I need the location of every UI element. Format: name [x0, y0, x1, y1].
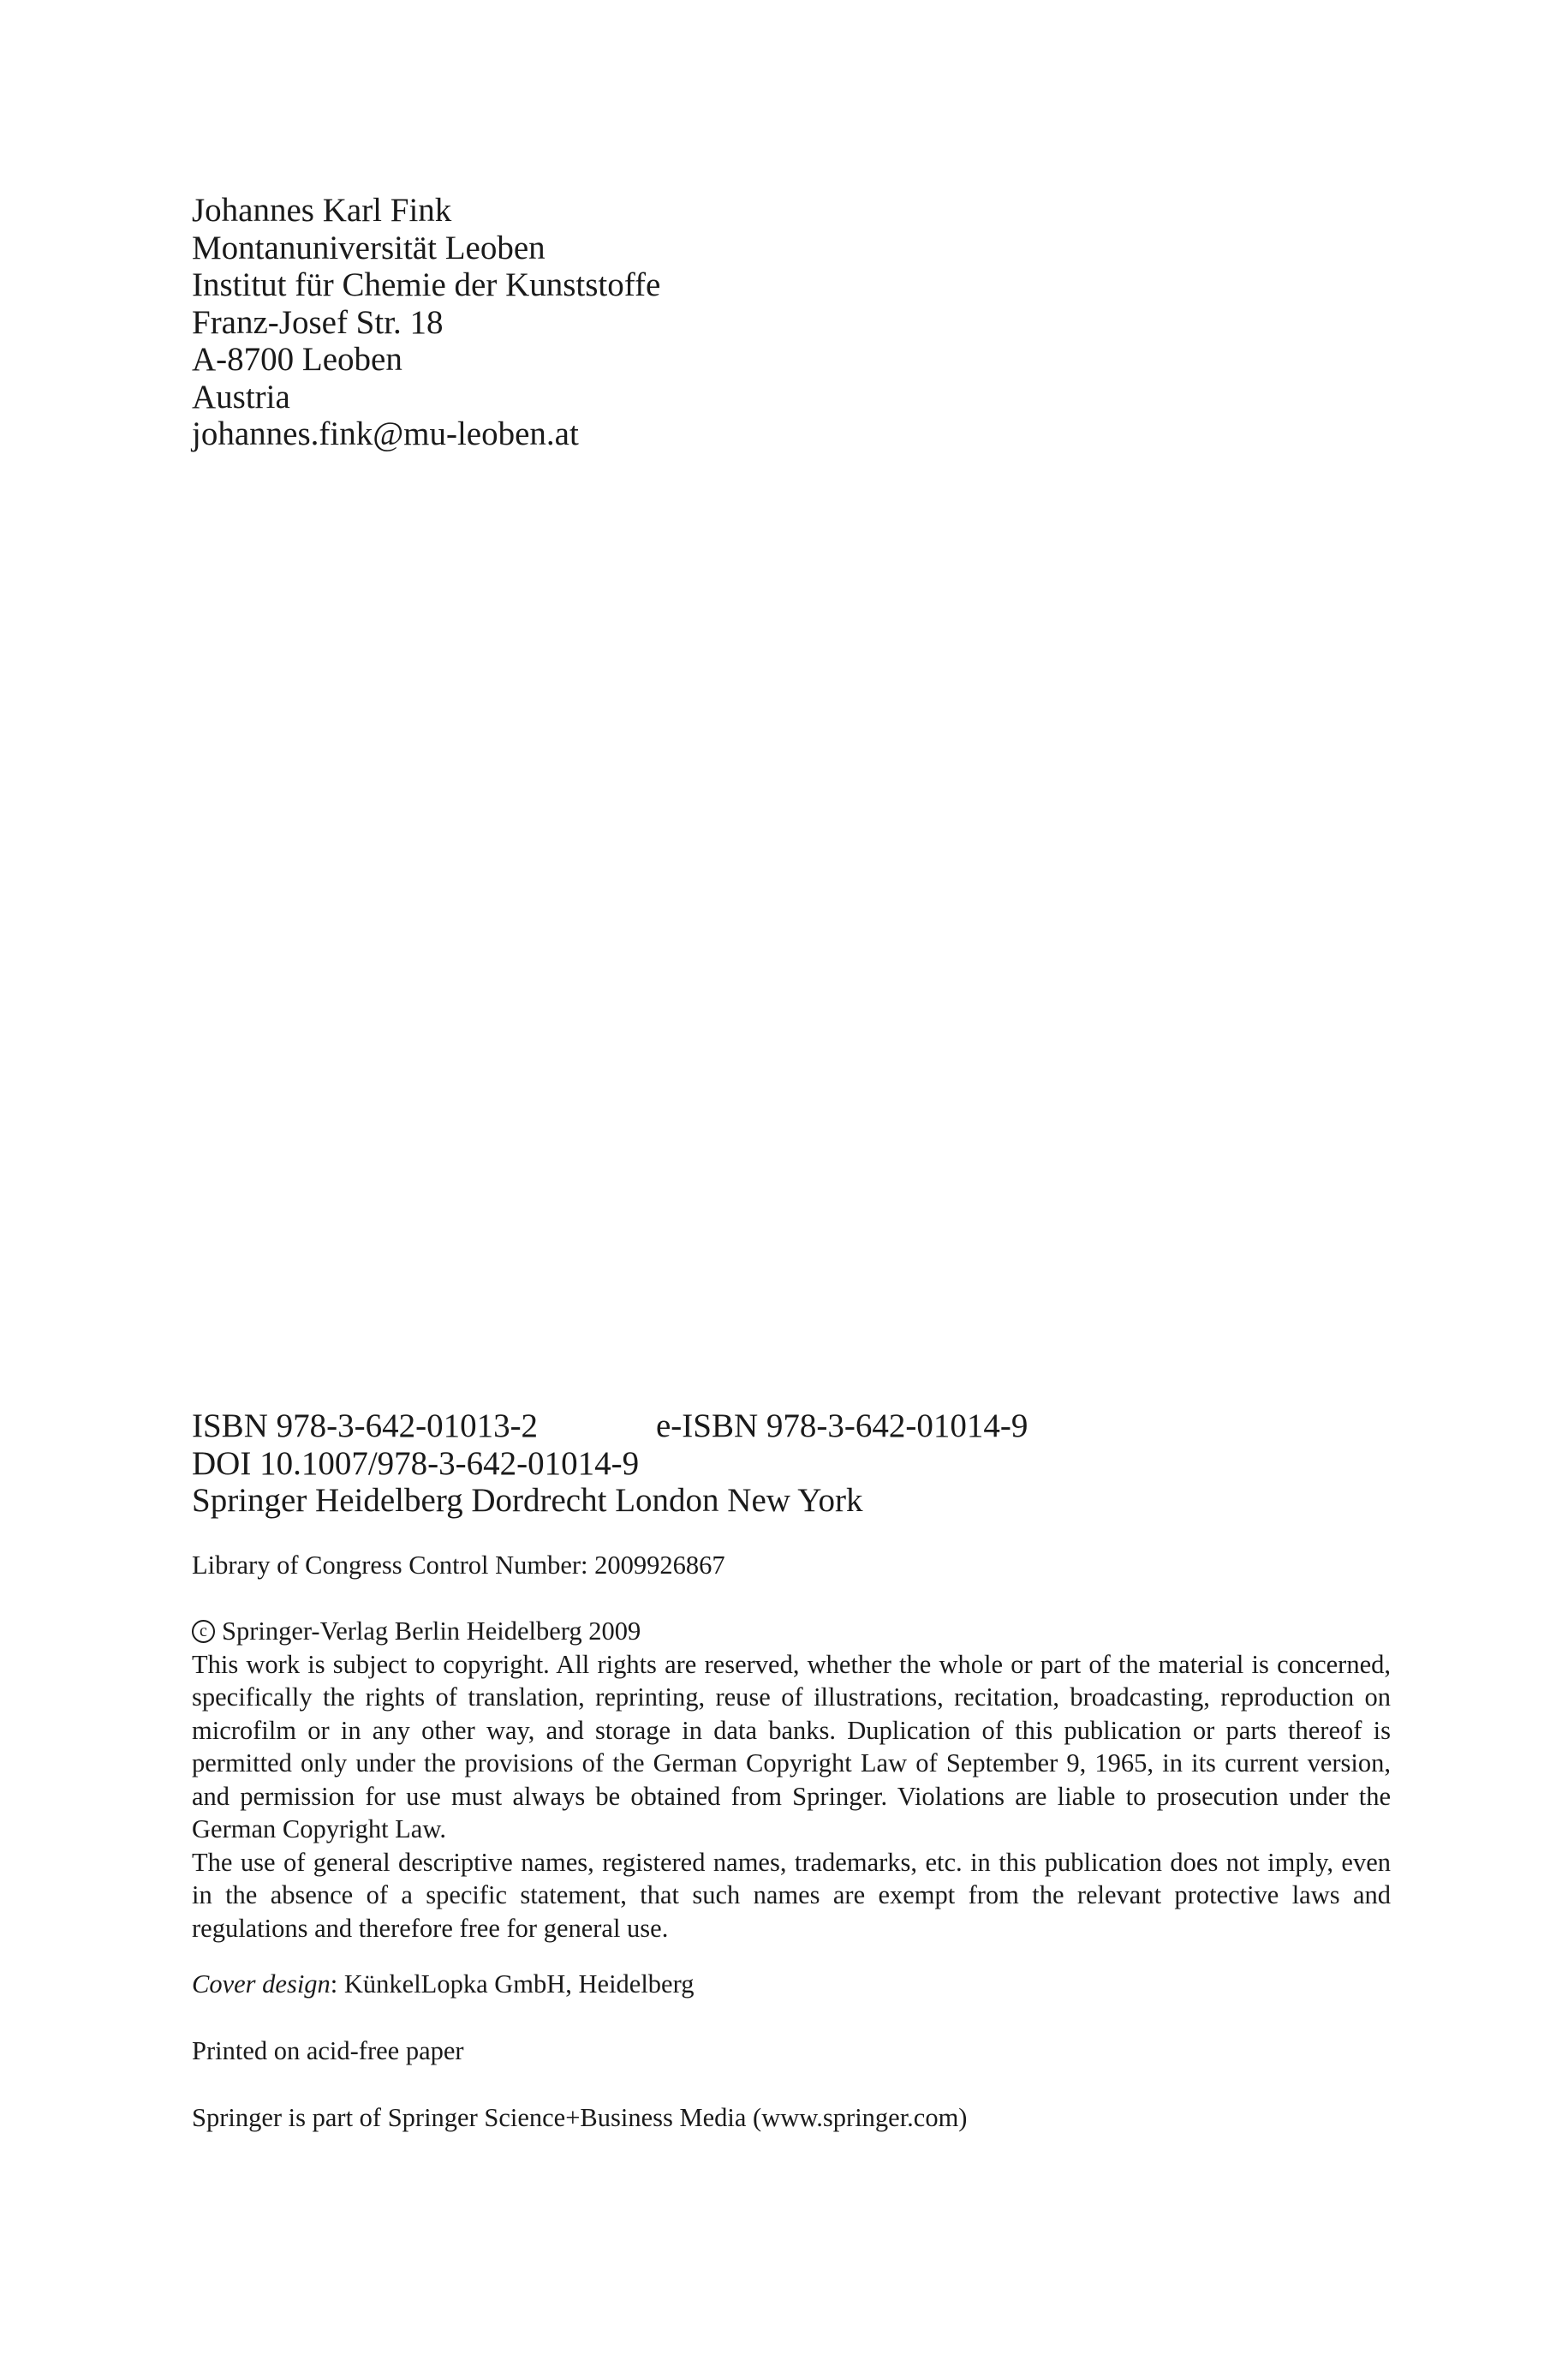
copyright-holder: Springer-Verlag Berlin Heidelberg 2009 [222, 1616, 641, 1646]
university-name: Montanuniversität Leoben [192, 229, 546, 266]
doi: DOI 10.1007/978-3-642-01014-9 [192, 1444, 640, 1482]
author-name: Johannes Karl Fink [192, 192, 452, 229]
cover-design-credit [192, 1968, 1391, 2001]
copyright-block [192, 1615, 1391, 1945]
copyright-paragraph: This work is subject to copyright. All rights are reserved, whether the whole or part of the material is concerned, specifically the rights of translation, reprinting, reuse of illustrations, recitation, broadcasting, reproduction on microfilm or in any other way, and storage in data banks. Duplication of this publication or parts thereof is permitted only under the provisions of the German Copyright Law of September 9, 1965, in its current version, and permission for use must always be obtained from Springer. Violations are liable to prosecution under the German Copyright Law. [192, 1649, 1391, 1843]
springer-membership-note: Springer is part of Springer Science+Business Media (www.springer.com) [192, 2103, 968, 2132]
country: Austria [192, 378, 290, 415]
copyright-icon: c [192, 1620, 215, 1643]
isbn: ISBN 978-3-642-01013-2 [192, 1407, 539, 1444]
trademark-paragraph: The use of general descriptive names, registered names, trademarks, etc. in this publication does not imply, even in the absence of a specific statement, that such names are exempt from the relevant protective laws and regulations and therefore free for general use. [192, 1847, 1391, 1943]
isbn-row [192, 1407, 1391, 1445]
library-of-congress-number: Library of Congress Control Number: 2009926867 [192, 1550, 725, 1580]
author-address-block [192, 192, 660, 453]
street-address: Franz-Josef Str. 18 [192, 303, 444, 341]
cover-design-value: : KünkelLopka GmbH, Heidelberg [330, 1969, 695, 1999]
author-email: johannes.fink@mu-leoben.at [192, 415, 579, 452]
publication-info-block [192, 1407, 1391, 1520]
postal-city: A-8700 Leoben [192, 341, 402, 378]
copyright-line [192, 1615, 1391, 1648]
publisher-locations: Springer Heidelberg Dordrecht London New York [192, 1482, 863, 1519]
institute-name: Institut für Chemie der Kunststoffe [192, 266, 661, 303]
paper-note: Printed on acid-free paper [192, 2036, 464, 2065]
cover-design-label: Cover design [192, 1969, 331, 1999]
e-isbn: e-ISBN 978-3-642-01014-9 [656, 1407, 1028, 1444]
